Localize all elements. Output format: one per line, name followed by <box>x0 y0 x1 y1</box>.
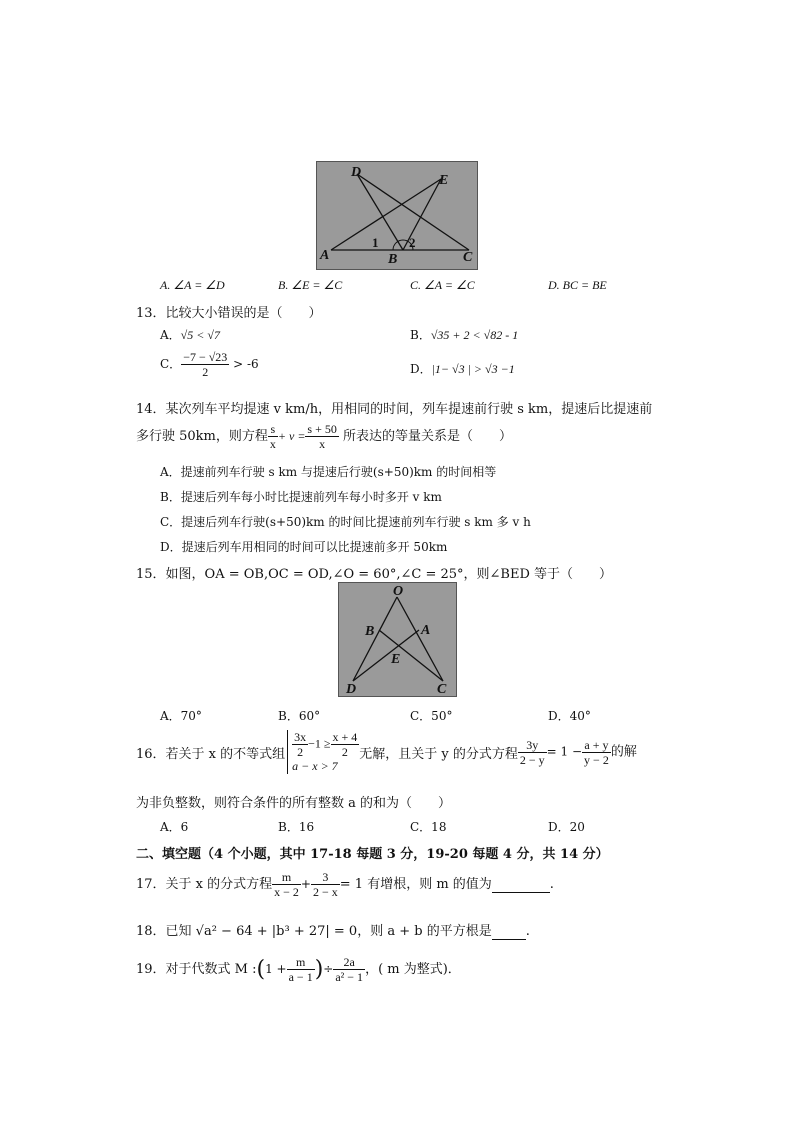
q19-inner-pre: 1 + <box>265 962 287 976</box>
q16-eq-frac-2 <box>582 738 611 767</box>
q13-c-denominator: 2 <box>202 365 209 379</box>
q16-f-num: 3y <box>518 738 547 753</box>
fig1-label-d: D <box>351 165 362 180</box>
q16-sys1-num: 3x <box>294 730 307 744</box>
q16-system-row-2: a − x > 7 <box>292 759 338 773</box>
q16-option-c: C．18 <box>410 820 447 834</box>
q16-f-num2: a + y <box>582 738 611 753</box>
q12-option-c: C. ∠A = ∠C <box>410 278 475 292</box>
q16-eq-frac-1 <box>518 738 547 767</box>
q17-f1-num: m <box>272 870 301 885</box>
q19-f1-num: m <box>287 955 315 970</box>
q16-sys-frac-1 <box>292 730 308 759</box>
q16-option-a: A．6 <box>160 820 189 834</box>
q17-plus: + <box>300 877 311 891</box>
q17-post: = 1 有增根，则 m 的值为 <box>339 877 492 892</box>
q19-fraction-2 <box>333 955 365 984</box>
q14-line-2-post: 所表达的等量关系是（ ） <box>343 429 513 444</box>
q16-line-2: 为非负整数，则符合条件的所有整数 a 的和为（ ） <box>136 796 452 811</box>
q15-option-d: D．40° <box>548 709 591 723</box>
fig2-label-b: B <box>365 624 375 639</box>
fig2-label-a: A <box>421 623 431 638</box>
section-2-heading: 二、填空题（4 个小题，其中 17-18 每题 3 分，19-20 每题 4 分，共 14 分） <box>136 847 609 862</box>
q16-line-1 <box>136 730 637 774</box>
q16-sys1-num2: x + 4 <box>332 730 358 744</box>
q13-option-a <box>160 326 220 343</box>
q13-d-expr: |1− √3 | > √3 −1 <box>431 362 515 376</box>
q13-c-label: C． <box>160 357 182 371</box>
q13-d-label: D． <box>410 362 432 376</box>
q16-sys1-den: 2 <box>297 745 304 759</box>
q13-option-c <box>160 350 259 379</box>
q13-b-label: B． <box>410 328 431 342</box>
q13-option-b <box>410 326 518 343</box>
q14-f2-den: x <box>319 437 326 451</box>
q18-answer-blank[interactable] <box>492 924 526 940</box>
fig1-angle-1: 1 <box>372 235 379 250</box>
q16-system-row-1 <box>292 730 359 759</box>
q16-sys1-mid: −1 ≥ <box>308 736 331 751</box>
q14-f1-num: s <box>268 422 278 437</box>
q16-option-d: D．20 <box>548 820 585 834</box>
q19-f2-num: 2a <box>333 955 365 970</box>
q14-line-1: 14．某次列车平均提速 v km/h，用相同的时间，列车提速前行驶 s km，提速后比提速前 <box>136 402 653 417</box>
q19-pre: 19．对于代数式 M : <box>136 962 257 977</box>
q16-f-mid: = 1 − <box>546 744 583 759</box>
q14-line-2 <box>136 422 512 451</box>
q19-f1-den: a − 1 <box>288 970 313 984</box>
fig1-label-a: A <box>320 248 330 263</box>
fig1-label-c: C <box>463 250 473 265</box>
q19-left-paren: ( <box>256 957 266 982</box>
q14-option-a: A．提速前列车行驶 s km 与提速后行驶(s+50)km 的时间相等 <box>160 465 497 479</box>
q17-fraction-2 <box>311 870 340 899</box>
fig2-label-e: E <box>391 652 401 667</box>
fig2-label-o: O <box>393 584 404 599</box>
q16-inequality-system <box>287 730 359 774</box>
q16-line-1-mid: 无解，且关于 y 的分式方程 <box>359 746 518 762</box>
q18-end: . <box>525 924 530 939</box>
q17-f2-num: 3 <box>311 870 340 885</box>
q15-option-a: A．70° <box>160 709 202 723</box>
q17-f1-den: x − 2 <box>274 885 299 899</box>
q13-c-fraction <box>181 350 229 379</box>
q14-plus-v: + v = <box>277 429 306 443</box>
q12-option-a: A. ∠A = ∠D <box>160 278 225 292</box>
q18-text: 18．已知 √a² − 64 + |b³ + 27| = 0，则 a + b 的平方根是 <box>136 924 492 939</box>
q12-option-d: D. BC = BE <box>548 278 607 292</box>
fig1-angle-2: 2 <box>409 235 416 250</box>
q16-f-den2: y − 2 <box>584 752 609 767</box>
q13-c-numerator: −7 − √23 <box>183 350 228 364</box>
fig2-label-c: C <box>437 682 447 696</box>
q17-line <box>136 870 554 899</box>
q14-line-2-pre: 多行驶 50km，则方程 <box>136 429 268 444</box>
q15-option-c: C．50° <box>410 709 453 723</box>
q19-right-paren: ) <box>314 957 324 982</box>
q17-end: . <box>549 877 554 892</box>
q13-c-tail: > -6 <box>229 357 259 371</box>
q16-option-b: B．16 <box>278 820 315 834</box>
q19-line <box>136 955 461 984</box>
q19-fraction-1 <box>287 955 315 984</box>
q13-stem: 13．比较大小错误的是（ ） <box>136 306 322 321</box>
q19-post: ，( m 为整式)． <box>365 962 461 977</box>
q19-div: ÷ <box>323 962 334 976</box>
figure-2-drawing <box>339 583 456 696</box>
q17-answer-blank[interactable] <box>492 877 550 893</box>
q13-a-label: A． <box>160 328 181 342</box>
q16-sys-frac-2 <box>331 730 360 759</box>
q18-line <box>136 920 530 940</box>
q14-option-d: D．提速后列车用相同的时间可以比提速前多开 50km <box>160 540 448 554</box>
q19-f2-den: a² − 1 <box>335 970 364 984</box>
q16-line-1-pre: 16．若关于 x 的不等式组 <box>136 746 286 762</box>
fig1-label-b: B <box>388 252 398 267</box>
q13-option-d <box>410 360 515 377</box>
q14-f2-num: s + 50 <box>307 422 337 436</box>
q13-a-expr: √5 < √7 <box>180 328 220 342</box>
q16-sys1-den2: 2 <box>341 745 348 759</box>
q17-pre: 17．关于 x 的分式方程 <box>136 877 273 892</box>
q14-f1-den: x <box>269 437 276 451</box>
fig2-label-d: D <box>346 682 357 696</box>
q16-line-1-post: 的解 <box>610 744 637 760</box>
q14-fraction-2 <box>305 422 338 451</box>
q12-option-b: B. ∠E = ∠C <box>278 278 343 292</box>
triangle-figure-1 <box>316 161 478 270</box>
q15-option-b: B．60° <box>278 709 321 723</box>
triangle-figure-2 <box>338 582 457 697</box>
q17-f2-den: 2 − x <box>312 885 338 899</box>
q14-fraction-1 <box>268 422 278 451</box>
q16-f-den: 2 − y <box>519 752 545 767</box>
q14-option-c: C．提速后列车行驶(s+50)km 的时间比提速前列车行驶 s km 多 v h <box>160 515 531 529</box>
q14-option-b: B．提速后列车每小时比提速前列车每小时多开 v km <box>160 490 442 504</box>
q15-stem: 15．如图，OA = OB,OC = OD,∠O = 60°,∠C = 25°，则∠BED 等于（ ） <box>136 567 613 582</box>
fig1-label-e: E <box>439 173 449 188</box>
q13-b-expr: √35 + 2 < √82 - 1 <box>430 328 519 342</box>
q17-fraction-1 <box>272 870 301 899</box>
figure-1-drawing <box>317 162 477 269</box>
